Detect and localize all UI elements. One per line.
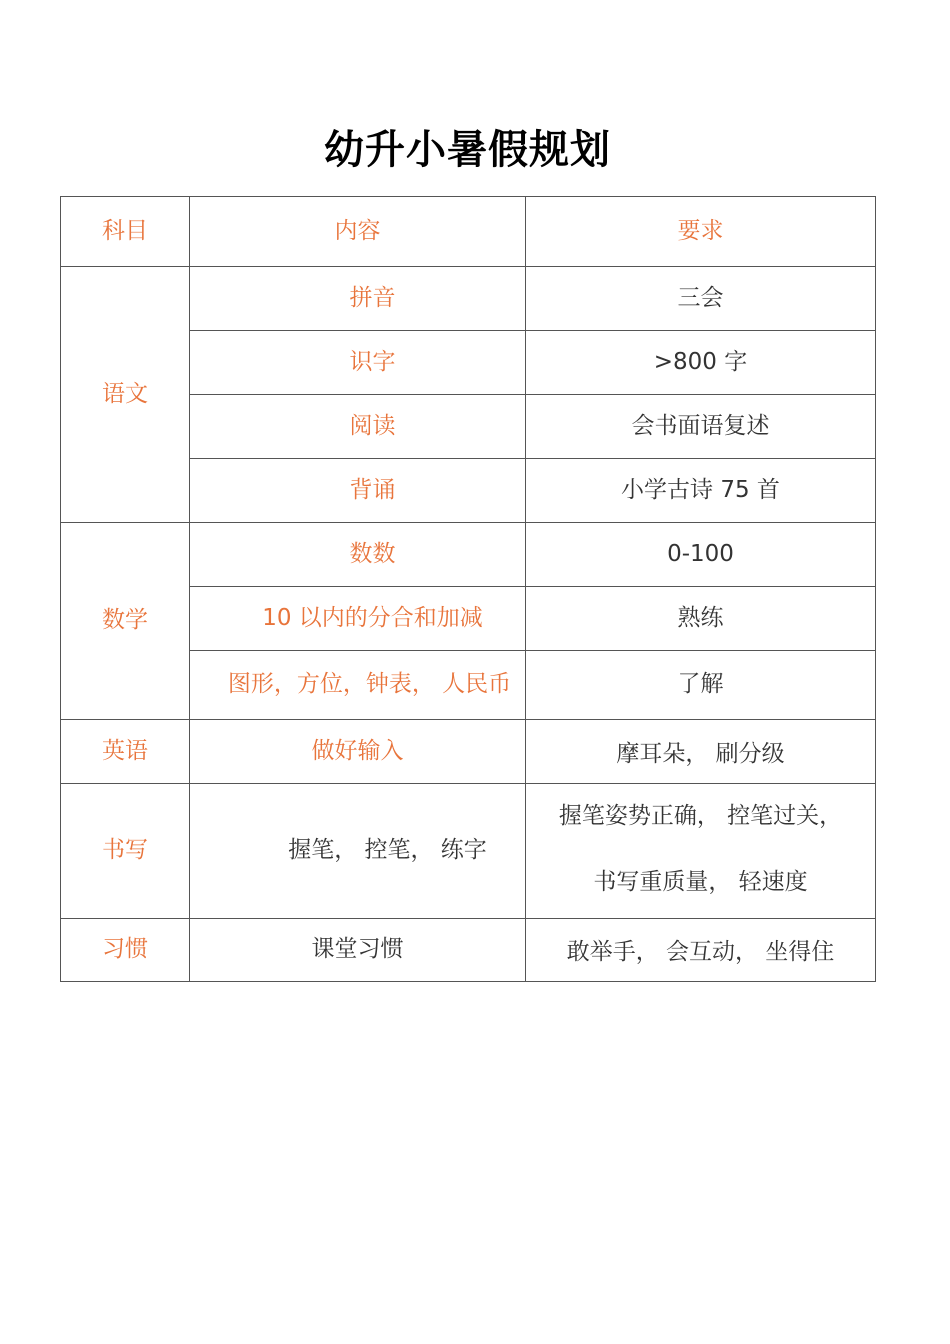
content-cell-text: 图形，方位，钟表， 人民币 [227,671,512,698]
requirement-cell: >800 字 [526,331,876,395]
subject-writing: 书写 [61,784,190,919]
content-cell: 背诵 [190,459,526,523]
content-cell: 握笔， 控笔， 练字 [190,784,526,919]
requirement-cell: 小学古诗 75 首 [526,459,876,523]
requirement-cell: 0-100 [526,523,876,587]
table-row [61,523,876,587]
table-row [61,720,876,784]
header-subject: 科目 [61,197,190,267]
content-cell: 10 以内的分合和加减 [190,587,526,651]
requirement-line-2: 书写重质量， 轻速度 [593,869,808,896]
content-cell: 数数 [190,523,526,587]
plan-table [60,196,876,982]
subject-chinese: 语文 [61,267,190,523]
requirement-cell: 会书面语复述 [526,395,876,459]
content-cell: 拼音 [190,267,526,331]
content-cell: 做好输入 [190,720,526,784]
content-cell: 识字 [190,331,526,395]
table-row [61,267,876,331]
content-cell: 课堂习惯 [190,919,526,982]
requirement-cell [526,784,876,919]
requirement-cell: 了解 [526,651,876,720]
requirement-line-1: 握笔姿势正确， 控笔过关， [558,803,843,829]
table-row [61,784,876,919]
subject-english: 英语 [61,720,190,784]
header-content: 内容 [190,197,526,267]
table-row [61,919,876,982]
subject-habit: 习惯 [61,919,190,982]
requirement-cell: 敢举手， 会互动， 坐得住 [526,919,876,982]
content-cell: 阅读 [190,395,526,459]
content-cell [190,651,526,720]
subject-math: 数学 [61,523,190,720]
table-header-row [61,197,876,267]
requirement-cell: 熟练 [526,587,876,651]
requirement-cell: 三会 [526,267,876,331]
header-requirement: 要求 [526,197,876,267]
page-title: 幼升小暑假规划 [324,127,611,173]
requirement-cell: 摩耳朵， 刷分级 [526,720,876,784]
